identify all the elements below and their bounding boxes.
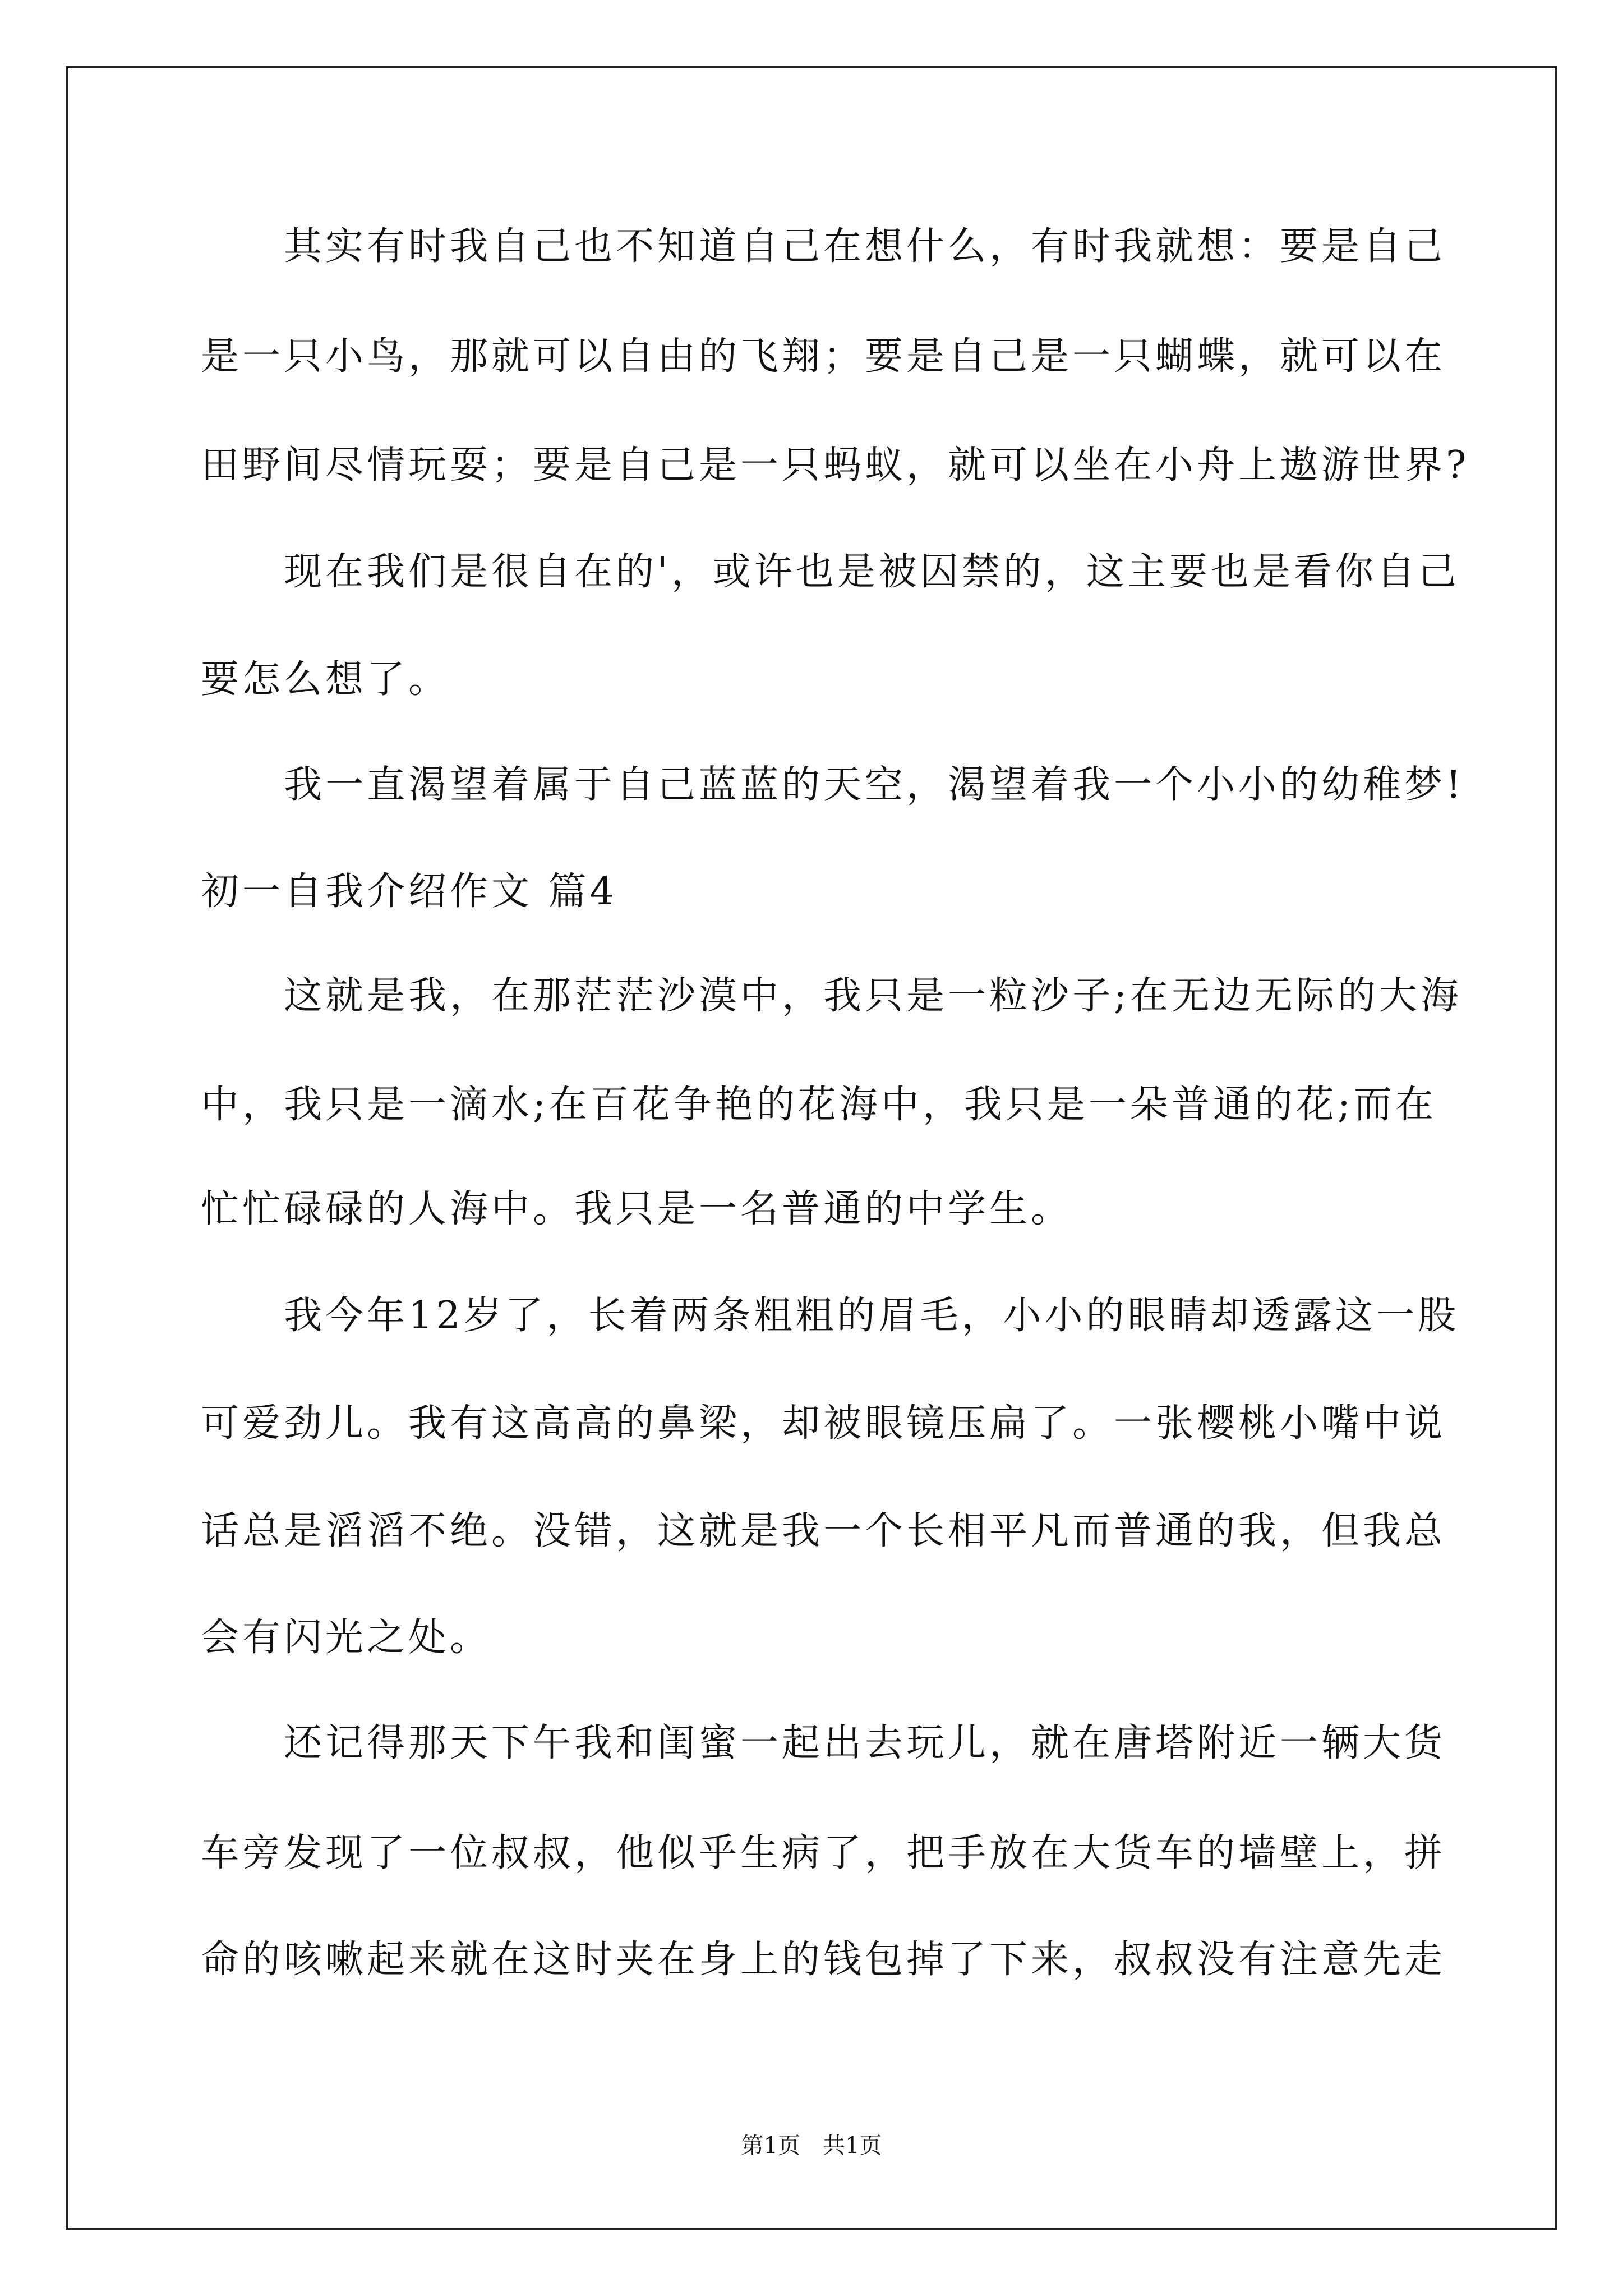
- paragraph-line: 中，我只是一滴水;在百花争艳的花海中，我只是一朵普通的花;而在: [201, 1083, 1437, 1127]
- page-footer: [0, 2132, 1623, 2160]
- paragraph-line: 现在我们是很自在的'，或许也是被囚禁的，这主要也是看你自己: [284, 550, 1460, 594]
- paragraph-line: 这就是我，在那茫茫沙漠中，我只是一粒沙子;在无边无际的大海: [284, 974, 1462, 1018]
- paragraph-line: 要怎么想了。: [201, 657, 450, 702]
- paragraph-line: 可爱劲儿。我有这高高的鼻梁，却被眼镜压扁了。一张樱桃小嘴中说: [201, 1401, 1446, 1446]
- paragraph-line: 话总是滔滔不绝。没错，这就是我一个长相平凡而普通的我，但我总: [201, 1509, 1446, 1553]
- paragraph-line: 忙忙碌碌的人海中。我只是一名普通的中学生。: [201, 1187, 1073, 1231]
- paragraph-line: 还记得那天下午我和闺蜜一起出去玩儿，就在唐塔附近一辆大货: [284, 1721, 1446, 1765]
- paragraph-line: 是一只小鸟，那就可以自由的飞翔；要是自己是一只蝴蝶，就可以在: [201, 334, 1446, 379]
- paragraph-line: 我今年12岁了，长着两条粗粗的眉毛，小小的眼睛却透露这一股: [284, 1294, 1460, 1338]
- paragraph-line: 其实有时我自己也不知道自己在想什么，有时我就想：要是自己: [284, 224, 1446, 269]
- page-border: [66, 66, 1557, 2230]
- section-heading: 初一自我介绍作文 篇4: [201, 869, 617, 914]
- paragraph-line: 车旁发现了一位叔叔，他似乎生病了，把手放在大货车的墙壁上，拼: [201, 1831, 1446, 1875]
- paragraph-line: 命的咳嗽起来就在这时夹在身上的钱包掉了下来，叔叔没有注意先走: [201, 1938, 1446, 1982]
- page-number-total: 共1页: [823, 2133, 882, 2159]
- paragraph-line: 会有闪光之处。: [201, 1616, 492, 1660]
- paragraph-line: 田野间尽情玩耍；要是自己是一只蚂蚁，就可以坐在小舟上遨游世界?: [201, 443, 1470, 487]
- paragraph-line: 我一直渴望着属于自己蓝蓝的天空，渴望着我一个小小的幼稚梦!: [284, 763, 1465, 807]
- page-number-current: 第1页: [741, 2133, 800, 2159]
